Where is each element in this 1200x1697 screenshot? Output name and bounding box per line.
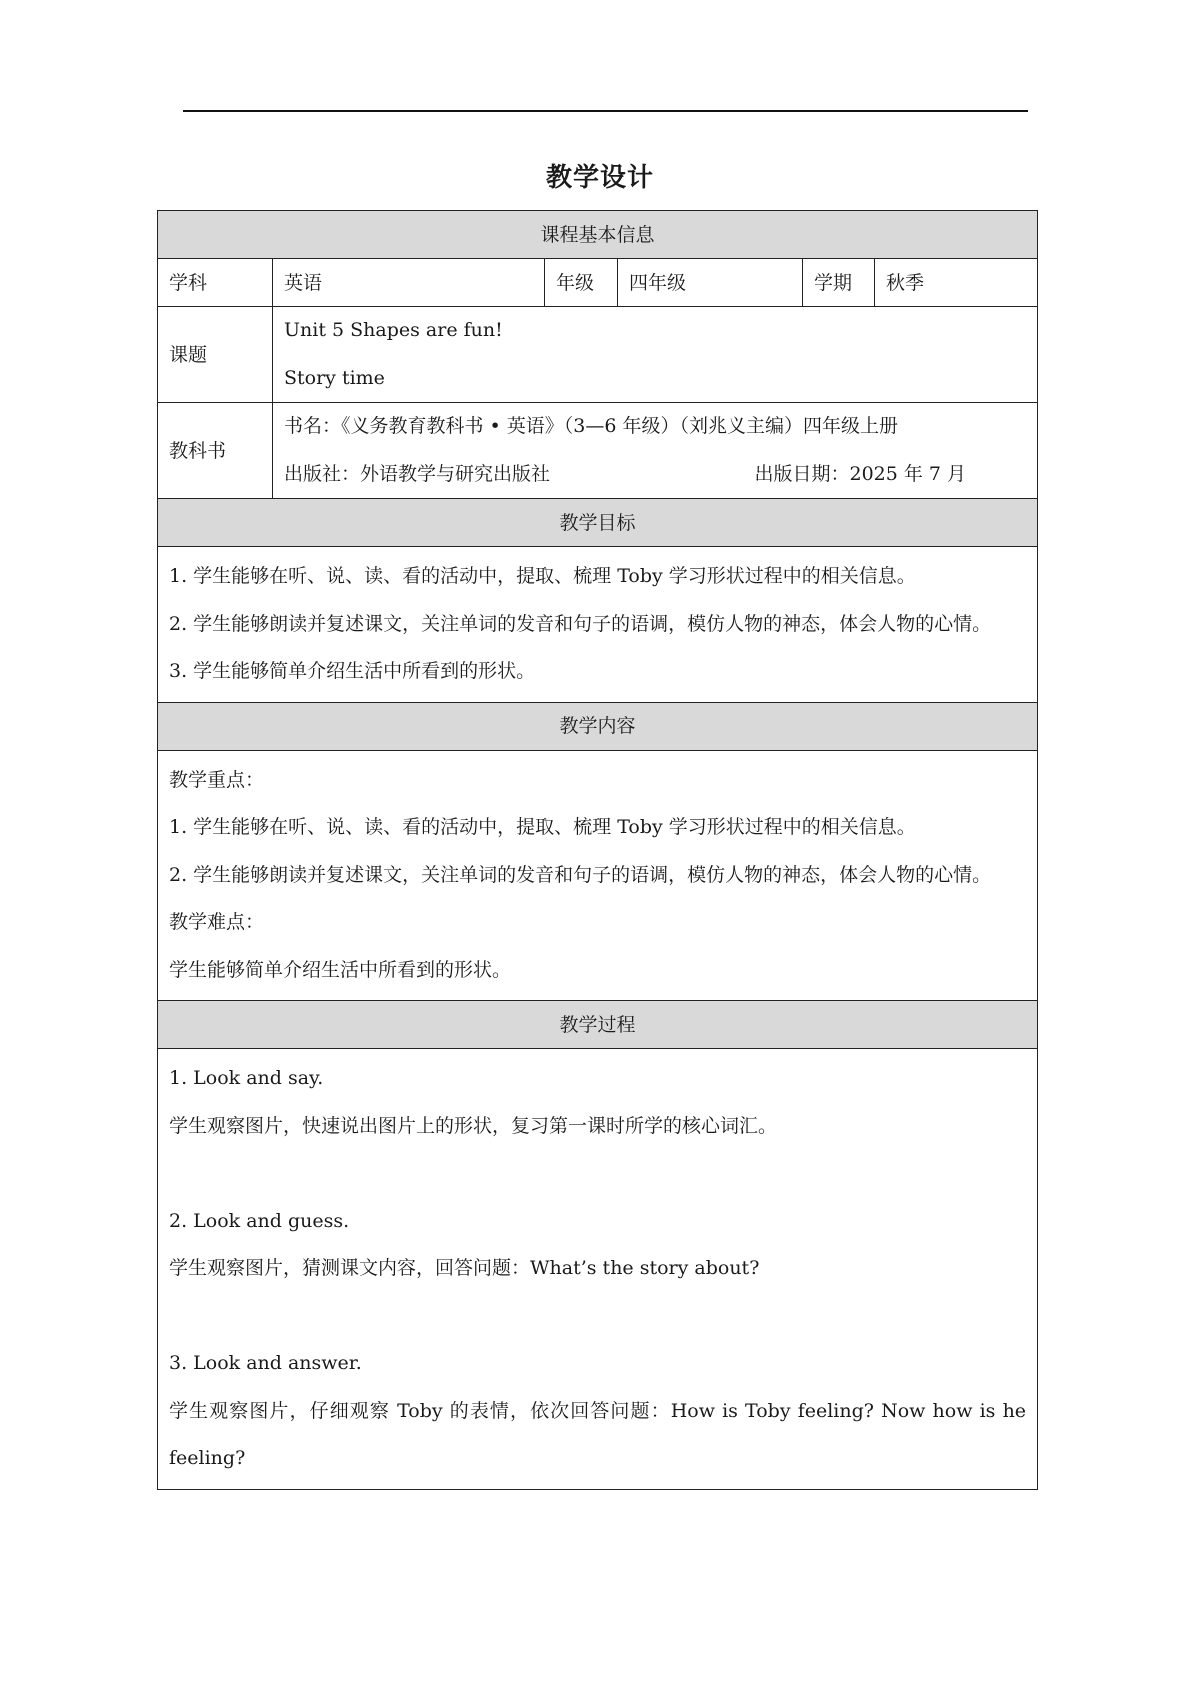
content-row — [158, 750, 1038, 1001]
process-header-row — [158, 1001, 1038, 1049]
difficulty-label: 教学难点： — [169, 911, 265, 933]
objectives-header: 教学目标 — [158, 499, 1038, 547]
objectives-row — [158, 547, 1038, 703]
objective-item: 2. 学生能够朗读并复述课文，关注单词的发音和句子的语调，模仿人物的神态，体会人物的心情。 — [169, 612, 992, 635]
key-point-item: 2. 学生能够朗读并复述课文，关注单词的发音和句子的语调，模仿人物的神态，体会人物的心情。 — [169, 863, 992, 886]
process-row — [158, 1049, 1038, 1490]
textbook-row — [158, 403, 1038, 499]
objectives-body — [158, 547, 1038, 703]
process-step-title: 1. Look and say. — [169, 1067, 324, 1089]
publisher: 出版社：外语教学与研究出版社 — [284, 462, 551, 485]
content-header: 教学内容 — [158, 702, 1038, 750]
content-header-row — [158, 702, 1038, 750]
process-header: 教学过程 — [158, 1001, 1038, 1049]
spacer — [169, 1150, 1026, 1198]
objectives-header-row — [158, 499, 1038, 547]
lesson-plan-table — [157, 210, 1038, 1490]
objective-item: 1. 学生能够在听、说、读、看的活动中，提取、梳理 Toby 学习形状过程中的相关信息。 — [169, 565, 916, 587]
process-step-text: 学生观察图片，快速说出图片上的形状，复习第一课时所学的核心词汇。 — [169, 1114, 778, 1137]
subject-value: 英语 — [273, 259, 545, 307]
textbook-value — [273, 403, 1038, 499]
topic-line-1: Unit 5 Shapes are fun! — [284, 319, 503, 341]
basic-info-header-row — [158, 211, 1038, 259]
term-label: 学期 — [803, 259, 875, 307]
process-step-text: 学生观察图片，仔细观察 Toby 的表情，依次回答问题：How is Toby feeling? Now how is he feeling? — [169, 1399, 1027, 1469]
content-body — [158, 750, 1038, 1001]
objective-item: 3. 学生能够简单介绍生活中所看到的形状。 — [169, 660, 536, 682]
publication-line — [284, 451, 1026, 499]
grade-value: 四年级 — [618, 259, 803, 307]
process-step-title: 2. Look and guess. — [169, 1209, 350, 1232]
subject-label: 学科 — [158, 259, 273, 307]
grade-label: 年级 — [545, 259, 618, 307]
topic-row — [158, 307, 1038, 403]
textbook-label: 教科书 — [158, 403, 273, 499]
process-step-text: 学生观察图片，猜测课文内容，回答问题：What’s the story about? — [169, 1257, 760, 1279]
key-point-item: 1. 学生能够在听、说、读、看的活动中，提取、梳理 Toby 学习形状过程中的相关信息。 — [169, 816, 916, 838]
page-title: 教学设计 — [545, 163, 654, 193]
basic-info-header: 课程基本信息 — [158, 211, 1038, 259]
key-points-label: 教学重点： — [169, 768, 265, 791]
process-step-title: 3. Look and answer. — [169, 1352, 362, 1374]
topic-line-2: Story time — [284, 366, 385, 389]
difficulty-text: 学生能够简单介绍生活中所看到的形状。 — [169, 958, 512, 981]
spacer — [169, 1293, 1026, 1341]
process-body — [158, 1049, 1038, 1490]
topic-value — [273, 307, 1038, 403]
header-rule — [183, 110, 1028, 112]
topic-label: 课题 — [158, 307, 273, 403]
textbook-name: 书名：《义务教育教科书 • 英语》（3—6 年级）（刘兆义主编）四年级上册 — [284, 415, 899, 437]
term-value: 秋季 — [875, 259, 1038, 307]
publish-date: 出版日期：2025 年 7 月 — [754, 462, 967, 485]
subject-grade-term-row — [158, 259, 1038, 307]
